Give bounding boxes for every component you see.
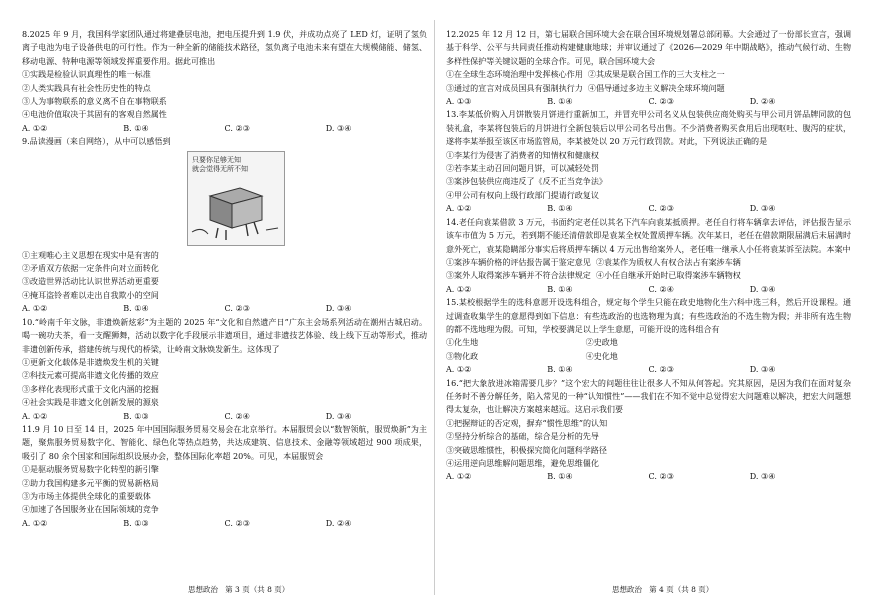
- choice-d[interactable]: D. ③④: [749, 472, 776, 482]
- question-16: [446, 377, 851, 484]
- option: ①实践是检验认识真理性的唯一标准: [22, 70, 151, 80]
- option: ③案涉包装供应商违反了《反不正当竞争法》: [446, 177, 607, 187]
- option: ③多样化表现形式重于文化内涵的挖掘: [22, 384, 159, 394]
- answer-choices: [22, 302, 427, 315]
- choice-d[interactable]: D. ③④: [749, 365, 776, 375]
- answer-choices: [446, 95, 851, 108]
- question-stem: 10.“岭南千年文脉，非遗焕新炫彩”为主题的 2025 年“文化和自然遗产日”广东主会场系列活动在潮州古城启动。喝一碗功夫茶，看一支醒狮舞，活动以数字化手段展示非遗项目，通过非遗技艺体验、线上线下互动等形式，推动非遗创新传承，搭建传统与现代的桥梁，让岭南文脉焕发新生。这体现了: [22, 317, 427, 354]
- page-footer-left: 思想政治 第 3 页（共 8 页）: [188, 585, 290, 594]
- option: ④运用逆向思维解问题思维，避免思维僵化: [446, 459, 599, 468]
- option: ②助力我国构建多元平衡的贸易新格局: [22, 478, 159, 488]
- question-stem: 12.2025 年 12 月 12 日，第七届联合国环境大会在联合国环境规划署总部闭幕。大会通过了一份部长宣言，强调基于科学、公平与共同责任推动构建健康地球；并审议通过了《2026—2029 年中期战略》，推动气候行动、生物多样性保护等关键议题的全球合作。可见，联合国环境大会: [446, 30, 851, 66]
- option: ②矛盾双方依据一定条件向对立面转化: [22, 264, 159, 274]
- question-stem: 13.李某低价购入月饼散装月饼进行重新加工，并冒充甲公司名义从包装供应商处购买与甲公司月饼品牌同款的包装礼盒，李某将包装后的月饼进行全新包装后以甲公司名号出售。不少消费者购买食用后出现呕吐、腹泻的症状，遂将李某举报至该区市场监管局，李某被处以 20 万元行政罚款。对此，下列说法正确的是: [446, 110, 851, 147]
- choice-a[interactable]: A. ①②: [446, 472, 472, 482]
- choice-a[interactable]: A. ①②: [22, 518, 48, 528]
- option: ④掩耳盗铃者难以走出自我欺小的空间: [22, 290, 159, 300]
- answer-choices: [22, 122, 427, 135]
- cartoon-caption: 只要你足够无知 就会觉得无所不知: [192, 155, 248, 173]
- answer-choices: [22, 410, 427, 423]
- choice-d[interactable]: D. ③④: [749, 204, 776, 214]
- question-11: [22, 423, 427, 530]
- question-8: [22, 28, 427, 135]
- option: ①更新文化载体是非遗焕发生机的关键: [22, 357, 159, 367]
- option: ④加速了各国服务业在国际领域的竞争: [22, 505, 159, 515]
- option: ①化生地 ②史政地: [446, 338, 618, 348]
- choice-d[interactable]: D. ②④: [325, 518, 352, 528]
- option: ②坚持分析综合的基础，综合是分析的先导: [446, 432, 599, 442]
- choice-c[interactable]: C. ②④: [224, 411, 250, 421]
- choice-d[interactable]: D. ③④: [325, 304, 352, 314]
- option: ①把握辩证的否定观，摒弃“惯性思维”的认知: [446, 418, 608, 428]
- right-page: [446, 28, 851, 484]
- choice-a[interactable]: A. ①③: [446, 97, 472, 107]
- question-stem: 16.“把大象放进冰箱需要几步？”这个宏大的问题往往让很多人不知从何答起。究其原因，是因为我们在面对复杂任务时不善分解任务，陷入常见的一种“认知惯性”——我们在不知不觉中总觉得宏大问题难以解决，把宏大问题想得太复杂，也让解决方案越来越远。这启示我们要: [446, 378, 851, 415]
- choice-c[interactable]: C. ②③: [224, 518, 250, 528]
- option: ①案涉车辆价格的评估报告属于鉴定意见 ②袁某作为质权人有权合法占有案涉车辆: [446, 257, 741, 267]
- cartoon-image: [187, 151, 285, 246]
- question-12: [446, 28, 851, 108]
- option: ③为市场主体提供全球化的重要载体: [22, 491, 151, 501]
- left-page: [22, 28, 427, 530]
- option: ④社会实践是非遗文化创新发展的源泉: [22, 398, 159, 408]
- question-14: [446, 216, 851, 296]
- choice-c[interactable]: C. ②③: [648, 97, 674, 107]
- page-divider: [434, 20, 435, 595]
- choice-b[interactable]: B. ①④: [547, 472, 573, 482]
- choice-c[interactable]: C. ②③: [648, 365, 674, 375]
- choice-a[interactable]: A. ①②: [22, 411, 48, 421]
- question-stem: 11.9 月 10 日至 14 日，2025 年中国国际服务贸易交易会在北京举行。本届服贸会以“数智领航，服贸焕新”为主题，聚焦服务贸易数字化、智能化、绿色化等热点趋势，共达成建筑、信息技术、金融等领域超过 900 项成果，吸引了 80 余个国家和国际组织设展办会，整体国际化率超 20%。可见，本届服贸会: [22, 424, 427, 461]
- choice-b[interactable]: B. ①④: [123, 304, 149, 314]
- question-stem: 8.2025 年 9 月，我国科学家团队通过将建叠层电池，把电压提升到 1.9 伏，并成功点亮了 LED 灯，证明了氢负离子电池为电子设备供电的可行性。作为一种全新的储能技术路径，氢负离子电池未来有望在大规模储能、储氢、移动电源、特种电源等领域发挥重要作用。据此可推出: [22, 30, 427, 66]
- answer-choices: [446, 363, 851, 376]
- choice-c[interactable]: C. ②④: [648, 284, 674, 294]
- choice-a[interactable]: A. ①②: [22, 123, 48, 133]
- option: ④电池价值取决于其固有的客观自然属性: [22, 110, 167, 120]
- choice-d[interactable]: D. ③④: [325, 123, 352, 133]
- option: ③通过的宣言对成员国具有强制执行力 ④倡导通过多边主义解决全球环境问题: [446, 83, 725, 93]
- choice-a[interactable]: A. ①②: [22, 304, 48, 314]
- choice-d[interactable]: D. ③④: [749, 284, 776, 294]
- choice-b[interactable]: B. ①④: [547, 97, 573, 107]
- choice-c[interactable]: C. ②③: [224, 304, 250, 314]
- question-10: [22, 316, 427, 423]
- option: ③物化政 ④史化地: [446, 351, 618, 361]
- option: ①是驱动服务贸易数字化转型的新引擎: [22, 465, 159, 475]
- choice-b[interactable]: B. ①③: [123, 518, 149, 528]
- option: ①在全球生态环境治理中发挥核心作用 ②其成果是联合国工作的三大支柱之一: [446, 70, 725, 80]
- page-footer-right: 思想政治 第 4 页（共 8 页）: [612, 585, 714, 594]
- choice-a[interactable]: A. ①②: [446, 204, 472, 214]
- choice-c[interactable]: C. ②③: [224, 123, 250, 133]
- question-stem: 9.品读漫画（来自网络），从中可以感悟到: [22, 137, 171, 147]
- option: ④甲公司有权向上级行政部门提请行政复议: [446, 190, 599, 200]
- choice-a[interactable]: A. ①②: [446, 365, 472, 375]
- question-13: [446, 108, 851, 215]
- choice-b[interactable]: B. ①③: [123, 411, 149, 421]
- answer-choices: [446, 470, 851, 483]
- question-9: [22, 135, 427, 315]
- answer-choices: [446, 283, 851, 296]
- choice-c[interactable]: C. ②③: [648, 472, 674, 482]
- choice-c[interactable]: C. ②③: [648, 204, 674, 214]
- option: ②若李某主动召回问题月饼，可以减轻处罚: [446, 164, 599, 174]
- option: ③案外人取得案涉车辆并不符合法律规定 ④小任自继承开始时已取得案涉车辆物权: [446, 271, 741, 281]
- option: ①李某行为侵害了消费者的知情权和健康权: [446, 150, 599, 160]
- choice-d[interactable]: D. ③④: [325, 411, 352, 421]
- option: ③突破思维惯性，积极探究简化问题科学路径: [446, 445, 607, 455]
- choice-b[interactable]: B. ①④: [547, 284, 573, 294]
- choice-b[interactable]: B. ①④: [547, 365, 573, 375]
- option: ②人类实践具有社会性历史性的特点: [22, 83, 151, 93]
- option: ③改造世界活动比认识世界活动更重要: [22, 277, 159, 287]
- question-15: [446, 296, 851, 376]
- answer-choices: [22, 517, 427, 530]
- option: ②科技元素可提高非遗文化传播的效应: [22, 371, 159, 381]
- option: ③人为事物联系的意义离不自在事物联系: [22, 97, 167, 107]
- choice-b[interactable]: B. ①④: [547, 204, 573, 214]
- question-stem: 14.老任向袁某借款 3 万元，书面约定老任以其名下汽车向袁某抵质押。老任自行将车辆拿去评估，评估报告显示该车市值为 5 万元，若到期不能还清借款即是袁某全权处置质押车辆。次年某日，老任在借款期限届满后未届满时意外死亡，袁某隐瞒部分事实后将质押车辆以 4 万元出售给案外人，老任唯一继承人小任将袁某诉至法院。本案中: [446, 217, 851, 254]
- choice-b[interactable]: B. ①④: [123, 123, 149, 133]
- question-stem: 15.某校根据学生的选科意愿开设选科组合，规定每个学生只能在政史地物化生六科中选三科，然后开设课程。通过调查收集学生的意愿得到如下信息：有些选政治的也选物理为真；有些选政治的不选生物为假；并非所有选生物的都不选地理为假。可知，学校要满足以上学生意愿，可能开设的选科组合有: [446, 298, 851, 334]
- option: ①主观唯心主义思想在现实中是有害的: [22, 250, 159, 260]
- choice-d[interactable]: D. ②④: [749, 97, 776, 107]
- choice-a[interactable]: A. ①②: [446, 284, 472, 294]
- answer-choices: [446, 202, 851, 215]
